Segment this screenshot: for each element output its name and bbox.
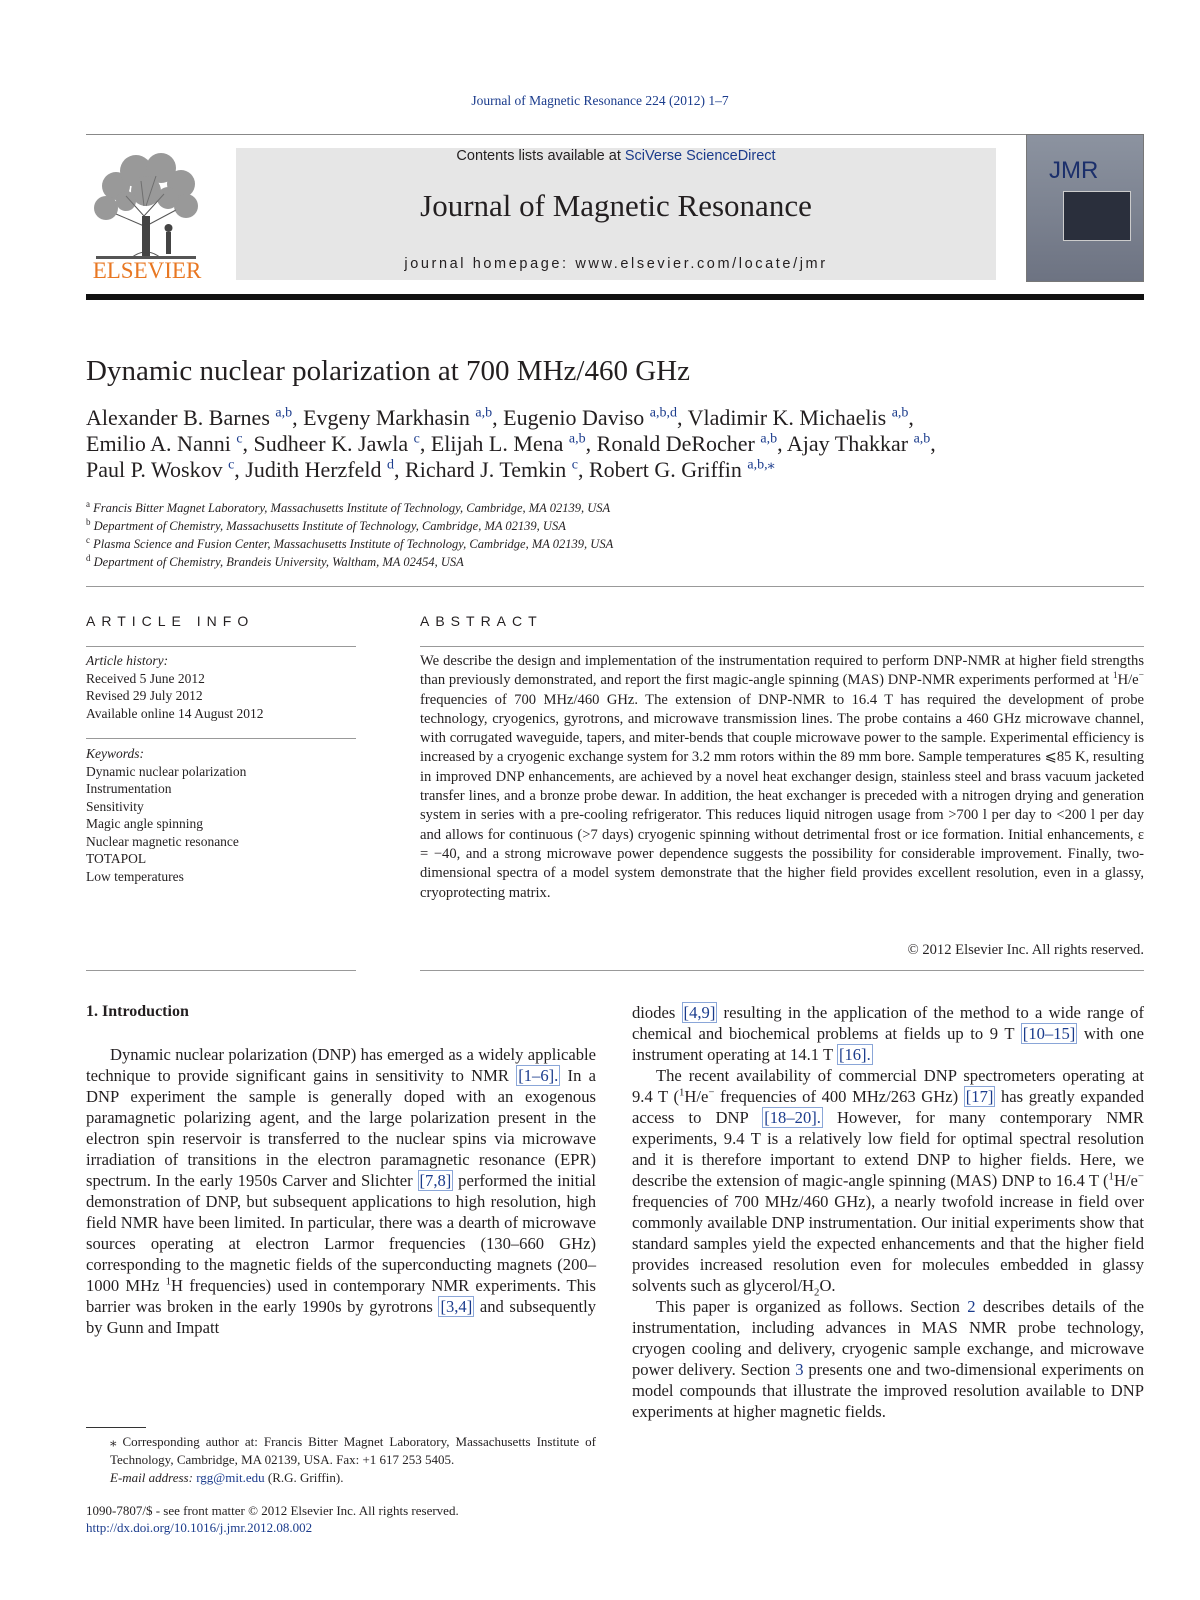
author: Ajay Thakkar $^{a,b}$, — [786, 431, 936, 456]
paragraph: This paper is organized as follows. Section 2 describes details of the instrumentation, including advances in MAS NMR probe technology, cryogen cooling and delivery, cryogenic sample exchange, and microwave power delivery. Section 3 presents one and two-dimensional experiments on model compounds that illustrate the improved resolution available to DNP experiments at higher magnetic fields. — [632, 1297, 1145, 1421]
keyword: Magic angle spinning — [86, 816, 203, 831]
email-line: E-mail address: rgg@mit.edu (R.G. Griffin). — [110, 1470, 344, 1485]
citation-link[interactable]: [1–6]. — [518, 1066, 559, 1085]
journal-cover-thumbnail[interactable] — [1026, 134, 1144, 282]
cover-image — [1063, 191, 1131, 241]
citation-link[interactable]: [10–15] — [1022, 1024, 1076, 1043]
keywords — [86, 745, 356, 885]
keyword: TOTAPOL — [86, 851, 147, 866]
citation-link[interactable]: [18–20]. — [764, 1108, 821, 1127]
author: Evgeny Markhasin $^{a,b}$, — [303, 405, 504, 430]
online-date: Available online 14 August 2012 — [86, 705, 264, 721]
contents-prefix: Contents lists available at — [456, 148, 625, 164]
revised-date: Revised 29 July 2012 — [86, 688, 203, 703]
abstract-heading: ABSTRACT — [420, 613, 543, 629]
author: Eugenio Daviso $^{a,b,d}$, — [503, 405, 688, 430]
author: Judith Herzfeld $^d$, — [245, 457, 406, 482]
header-thick-rule — [86, 294, 1144, 300]
journal-banner — [236, 148, 996, 280]
author: Vladimir K. Michaelis $^{a,b}$, — [687, 405, 914, 430]
author: Alexander B. Barnes $^{a,b}$, — [86, 405, 304, 430]
elsevier-wordmark: ELSEVIER — [92, 258, 202, 283]
author: Paul P. Woskov $^c$, — [86, 457, 246, 482]
doi-link[interactable]: http://dx.doi.org/10.1016/j.jmr.2012.08.002 — [86, 1520, 313, 1535]
received-date: Received 5 June 2012 — [86, 670, 205, 686]
citation-link[interactable]: [17] — [965, 1087, 994, 1106]
keyword: Low temperatures — [86, 868, 184, 884]
top-rule — [86, 134, 1144, 135]
corresponding-author-note: ⁎ Corresponding author at: Francis Bitter Magnet Laboratory, Massachusetts Institute of Technology, Cambridge, MA 02139, USA. Fax: +1 617 253 5405. — [110, 1434, 596, 1467]
author-list — [86, 405, 1146, 483]
author[interactable]: Robert G. Griffin $^{a,b,⁎}$ — [588, 457, 775, 482]
sciencedirect-link[interactable]: SciVerse ScienceDirect — [624, 148, 776, 164]
affiliation: $^a$ Francis Bitter Magnet Laboratory, Massachusetts Institute of Technology, Cambridge, MA 02139, USA — [86, 498, 611, 515]
author: Elijah L. Mena $^{a,b}$, — [430, 431, 597, 456]
divider — [420, 646, 1144, 647]
divider — [86, 646, 356, 647]
body-column-right — [632, 1002, 1144, 1422]
keyword: Sensitivity — [86, 798, 144, 814]
author: Sudheer K. Jawla $^c$, — [253, 431, 431, 456]
issn-line: 1090-7807/$ - see front matter © 2012 Elsevier Inc. All rights reserved. — [86, 1503, 459, 1518]
paragraph: diodes [4,9] resulting in the application of the method to a wide range of chemical and biochemical problems at fields up to 9 T [10–15] with one instrument operating at 14.1 T [16]. — [632, 1003, 1144, 1064]
citation-link[interactable]: [16]. — [838, 1045, 871, 1064]
citation-link[interactable]: [7,8] — [419, 1171, 452, 1190]
contents-line — [236, 148, 996, 164]
affiliation: $^d$ Department of Chemistry, Brandeis University, Waltham, MA 02454, USA — [86, 552, 464, 569]
journal-homepage[interactable]: journal homepage: www.elsevier.com/locate/jmr — [404, 256, 828, 272]
affiliation: $^c$ Plasma Science and Fusion Center, Massachusetts Institute of Technology, Cambridge, MA 02139, USA — [86, 534, 614, 551]
section-link[interactable]: 2 — [967, 1297, 976, 1316]
journal-reference[interactable]: Journal of Magnetic Resonance 224 (2012) 1–7 — [471, 93, 729, 108]
citation-link[interactable]: [4,9] — [683, 1003, 716, 1022]
author: Emilio A. Nanni $^c$, — [86, 431, 254, 456]
journal-title: Journal of Magnetic Resonance — [420, 188, 812, 223]
article-history — [86, 652, 356, 722]
history-label: Article history: — [86, 653, 169, 668]
citation-link[interactable]: [3,4] — [440, 1297, 473, 1316]
section-link[interactable]: 3 — [795, 1360, 804, 1379]
cover-acronym: JMR — [1049, 157, 1099, 184]
paragraph: Dynamic nuclear polarization (DNP) has emerged as a widely applicable technique to provide significant gains in sensitivity to NMR [1–6]. In a DNP experiment the sample is generally doped with an exogenous paramagnetic polarizing agent, and the large polarization present in the electron spin reservoir is transferred to the nuclear spins via microwave irradiation of transitions in the electron paramagnetic resonance (EPR) spectrum. In the early 1950s Carver and Slichter [7,8] performed the initial demonstration of DNP, but subsequent applications to high resolution, high field NMR have been limited. In particular, there was a dearth of microwave sources operating at electron Larmor frequencies (130–660 GHz) corresponding to the magnetic fields of the superconducting magnets (200–1000 MHz $^1$H frequencies) used in contemporary NMR experiments. This barrier was broken in the early 1990s by gyrotrons [3,4] and subsequently by Gunn and Impatt — [86, 1045, 597, 1337]
keyword: Dynamic nuclear polarization — [86, 763, 247, 779]
intro-heading: 1. Introduction — [86, 1003, 189, 1020]
affiliation: $^b$ Department of Chemistry, Massachusetts Institute of Technology, Cambridge, MA 02139, USA — [86, 516, 566, 533]
keyword: Instrumentation — [86, 781, 172, 796]
divider — [86, 586, 1144, 587]
divider — [86, 970, 356, 971]
affiliations — [86, 499, 986, 571]
abstract-text: We describe the design and implementation of the instrumentation required to perform DNP-NMR at higher field strengths than previously demonstrated, and report the first magic-angle spinning (MAS) DNP-NMR experiments performed at $^1$H/e− frequencies of 700 MHz/460 GHz. The extension of DNP-NMR to 16.4 T has required the development of probe technology, cryogenics, gyrotrons, and microwave transmission lines. The probe contains a 460 GHz microwave channel, with corrugated waveguide, tapers, and miter-bends that couple microwave power to the sample. Experimental efficiency is increased by a cryogenic exchange system for 3.2 mm rotors within the 89 mm bore. Sample temperatures ⩽85 K, resulting in improved DNP enhancements, are achieved by a novel heat exchanger design, stainless steel and brass vacuum jacketed transfer lines, and a bronze probe dewar. In addition, the heat exchanger is preceded with a nitrogen drying and generation system in series with a pre-cooling refrigerator. This reduces liquid nitrogen usage from >700 l per day to <200 l per day and allows for continuous (>7 days) cryogenic spinning without detrimental frost or ice formation. Initial enhancements, ε = −40, and a strong microwave power dependence suggests the possibility for considerable improvement. Finally, two-dimensional spectra of a model system demonstrate that the higher field provides excellent resolution, even in a glassy, cryoprotecting matrix. — [420, 653, 1144, 901]
author: Ronald DeRocher $^{a,b}$, — [596, 431, 787, 456]
author: Richard J. Temkin $^c$, — [405, 457, 589, 482]
keywords-label: Keywords: — [86, 746, 144, 761]
email-link[interactable]: rgg@mit.edu — [196, 1470, 265, 1485]
divider — [86, 738, 356, 739]
divider — [420, 970, 1144, 971]
keyword: Nuclear magnetic resonance — [86, 833, 239, 849]
paragraph: The recent availability of commercial DNP spectrometers operating at 9.4 T ($^1$H/e− frequencies of 400 MHz/263 GHz) [17] has greatly expanded access to DNP [18–20]. However, for many contemporary NMR experiments, 9.4 T is a relatively low field for optimal spectral resolution and it is therefore important to extend DNP to higher fields. Here, we describe the extension of magic-angle spinning (MAS) DNP to 16.4 T ($^1$H/e− frequencies of 700 MHz/460 GHz), a nearly twofold increase in field over commonly available DNP instrumentation. Our initial experiments show that standard samples yield the expected enhancements and that the higher field provides increased resolution even for molecules embedded in glassy solvents such as glycerol/$H_2O$. — [632, 1066, 1144, 1299]
footnote — [86, 1433, 596, 1487]
front-matter — [86, 1502, 459, 1536]
footnote-rule — [86, 1427, 146, 1428]
body-column-left — [86, 1044, 596, 1338]
abstract-copyright: © 2012 Elsevier Inc. All rights reserved. — [907, 942, 1144, 958]
article-info-heading: ARTICLE INFO — [86, 613, 255, 629]
article-title: Dynamic nuclear polarization at 700 MHz/460 GHz — [86, 355, 690, 387]
